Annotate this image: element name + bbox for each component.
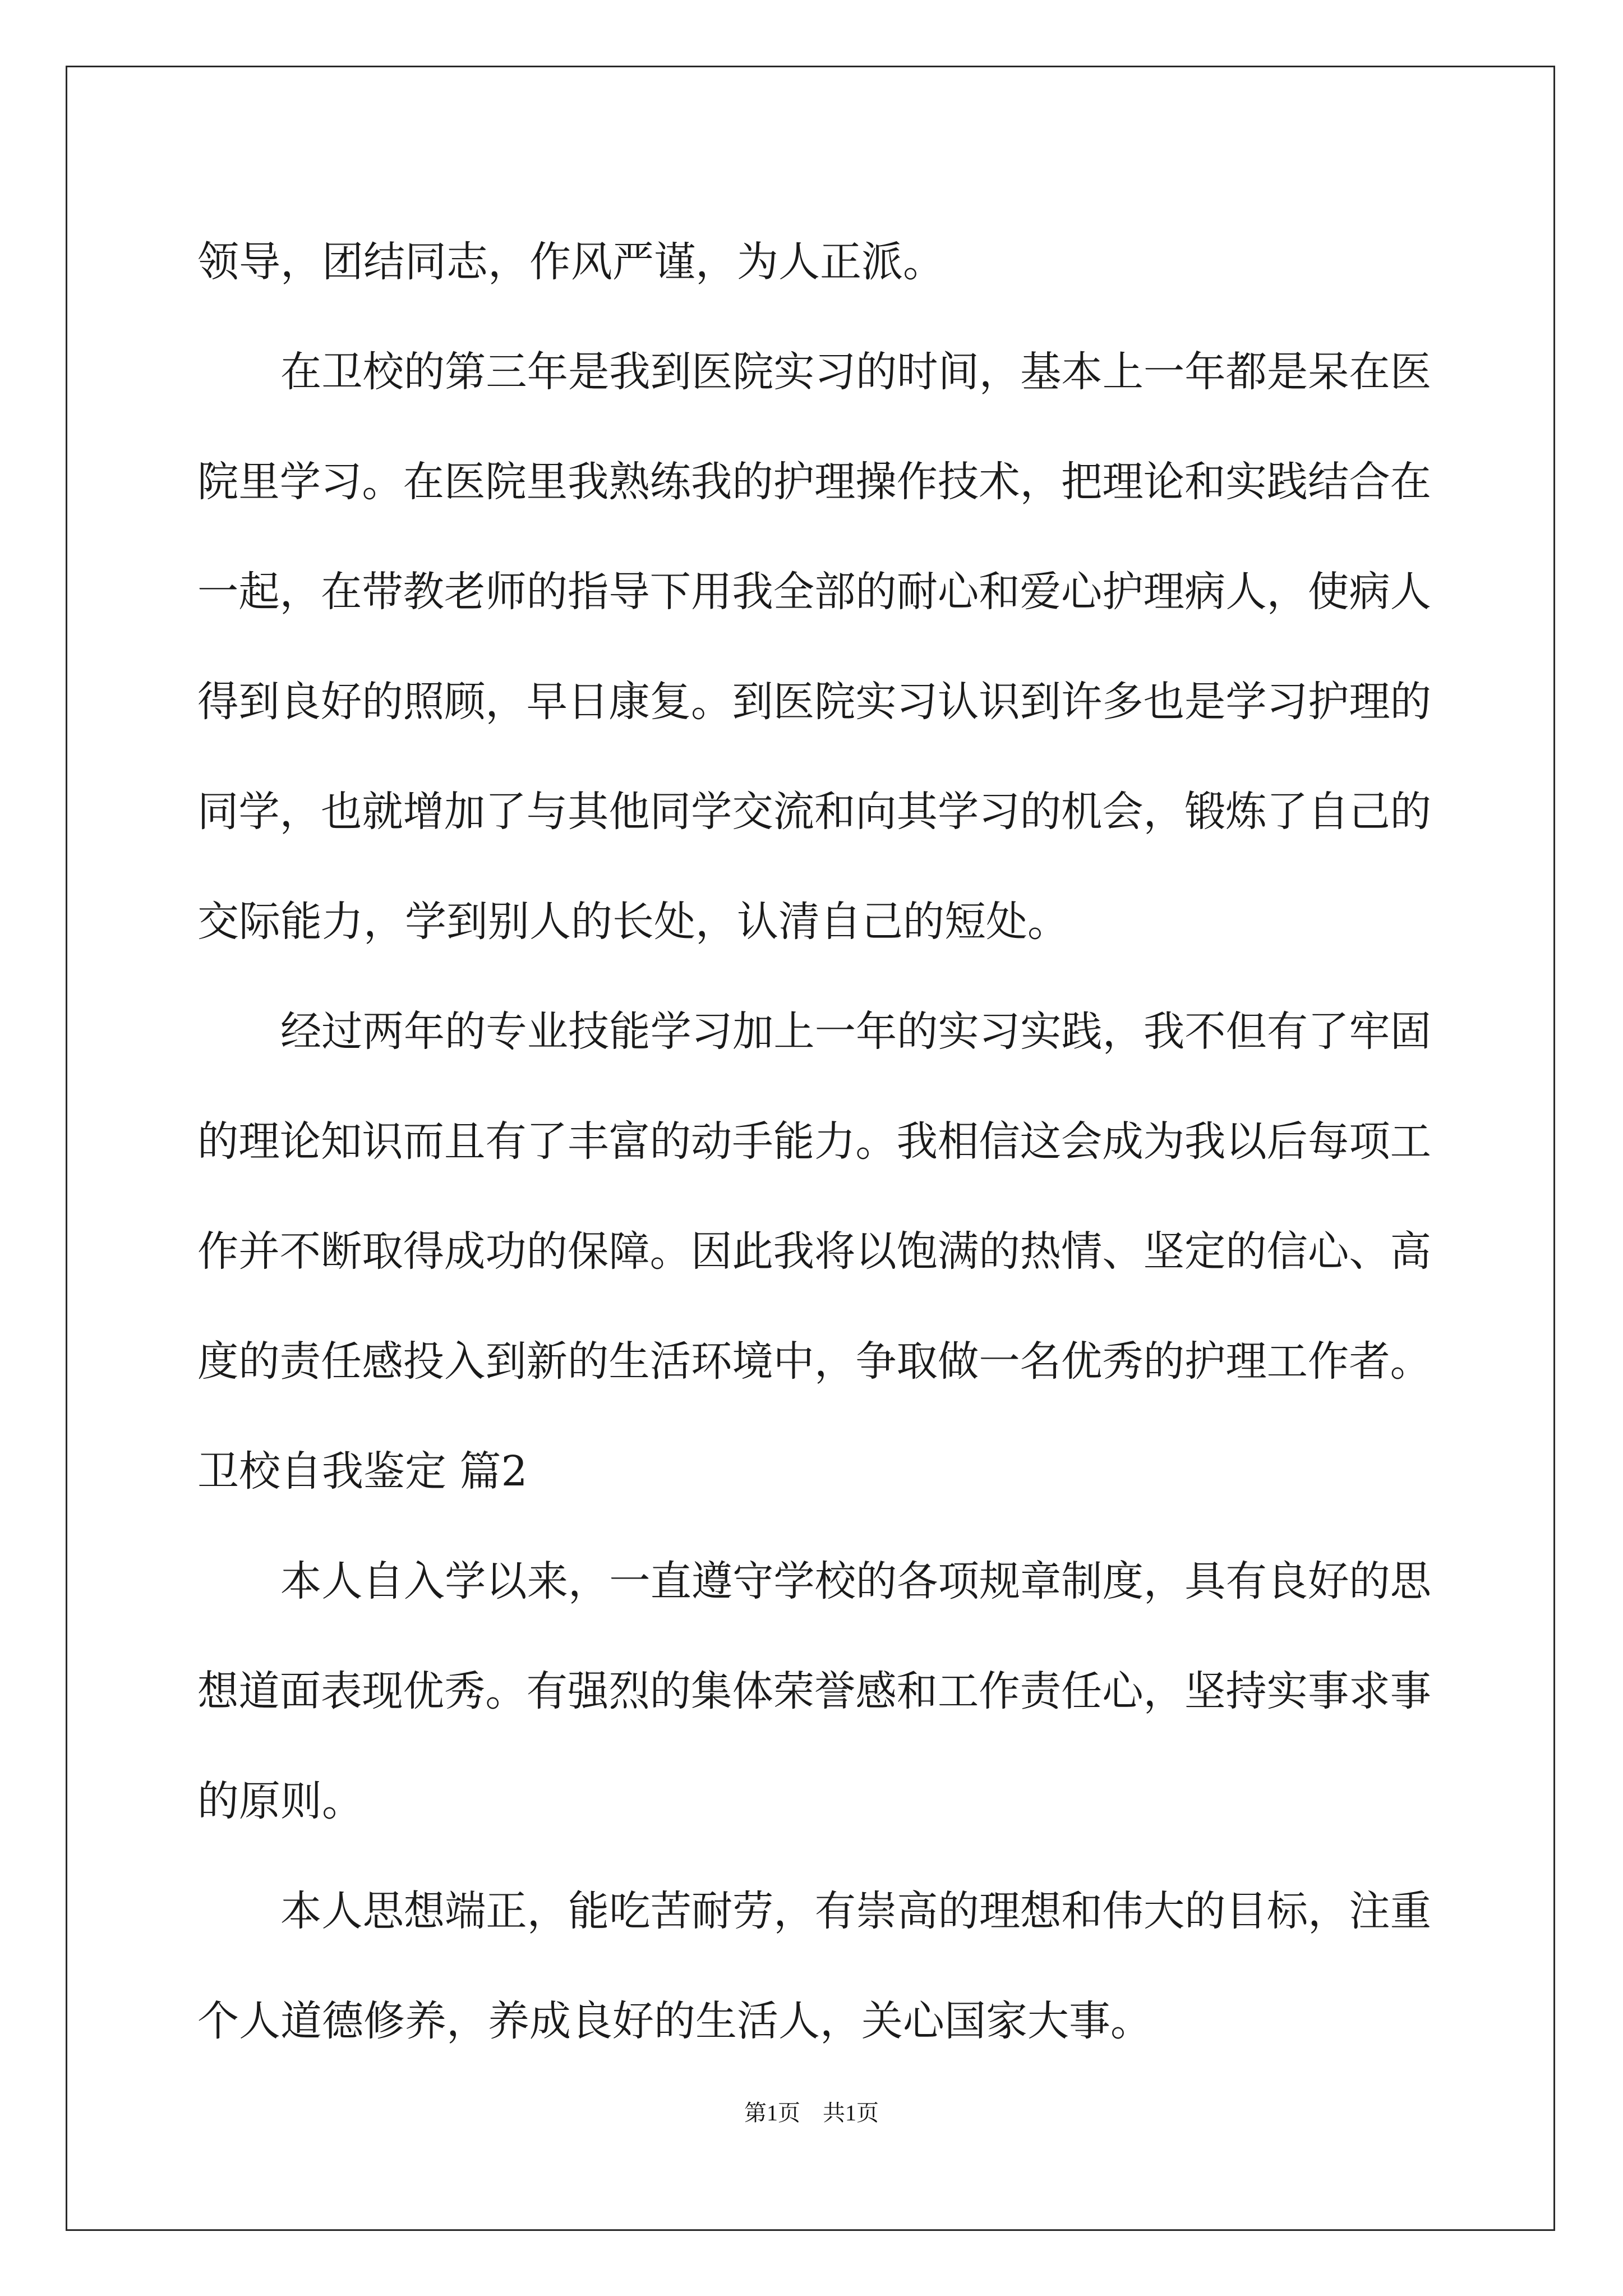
line-text: 卫校自我鉴定 篇2	[197, 1447, 528, 1496]
line-text: 本人思想端正，能吃苦耐劳，有崇高的理想和伟大的目标，注重	[280, 1887, 1431, 1935]
text-line	[197, 533, 1431, 643]
line-text: 的原则。	[197, 1777, 363, 1825]
text-line	[197, 753, 1431, 863]
line-text: 经过两年的专业技能学习加上一年的实习实践，我不但有了牢固	[280, 1007, 1431, 1056]
line-text: 作并不断取得成功的保障。因此我将以饱满的热情、坚定的信心、高	[197, 1227, 1431, 1276]
line-text: 本人自入学以来，一直遵守学校的各项规章制度，具有良好的思	[280, 1557, 1431, 1605]
document-body	[197, 204, 1431, 2073]
line-text: 度的责任感投入到新的生活环境中，争取做一名优秀的护理工作者。	[197, 1337, 1431, 1386]
text-line	[197, 1963, 1431, 2073]
line-text: 同学，也就增加了与其他同学交流和向其学习的机会，锻炼了自己的	[197, 788, 1431, 836]
line-text: 院里学习。在医院里我熟练我的护理操作技术，把理论和实践结合在	[197, 458, 1431, 506]
line-text: 一起，在带教老师的指导下用我全部的耐心和爱心护理病人，使病人	[197, 568, 1431, 616]
text-line	[197, 1633, 1431, 1743]
text-line	[197, 424, 1431, 533]
line-text: 个人道德修养，养成良好的生活人，关心国家大事。	[197, 1997, 1152, 2045]
line-text: 领导，团结同志，作风严谨，为人正派。	[197, 238, 944, 286]
text-line	[197, 643, 1431, 753]
paragraph-first-line	[197, 1853, 1431, 1963]
text-line	[197, 1413, 1431, 1523]
text-line	[197, 1743, 1431, 1853]
line-text: 的理论知识而且有了丰富的动手能力。我相信这会成为我以后每项工	[197, 1117, 1431, 1166]
text-line	[197, 1193, 1431, 1303]
page-footer: 第1页 共1页	[744, 2100, 879, 2125]
line-text: 得到良好的照顾，早日康复。到医院实习认识到许多也是学习护理的	[197, 678, 1431, 726]
text-line	[197, 204, 1431, 314]
text-line	[197, 863, 1431, 973]
text-line	[197, 1303, 1431, 1413]
line-text: 想道面表现优秀。有强烈的集体荣誉感和工作责任心，坚持实事求事	[197, 1667, 1431, 1715]
text-line	[197, 1083, 1431, 1193]
paragraph-first-line	[197, 1523, 1431, 1633]
line-text: 在卫校的第三年是我到医院实习的时间，基本上一年都是呆在医	[280, 348, 1431, 396]
paragraph-first-line	[197, 973, 1431, 1083]
line-text: 交际能力，学到别人的长处，认清自己的短处。	[197, 898, 1069, 946]
paragraph-first-line	[197, 314, 1431, 424]
